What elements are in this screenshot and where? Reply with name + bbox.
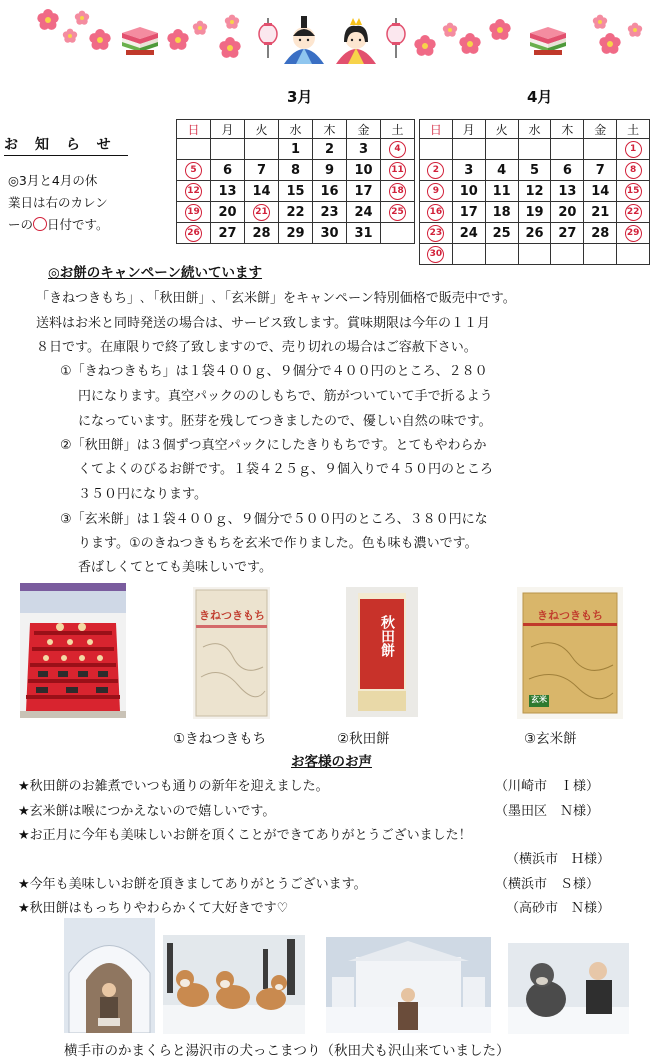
holiday-marker: 22 <box>625 204 642 221</box>
holiday-marker: 5 <box>185 162 202 179</box>
calendar-day: 29 <box>279 223 313 244</box>
calendar-day <box>452 139 485 160</box>
calendar-day: 11 <box>485 181 518 202</box>
campaign-heading: ◎お餅のキャンペーン続いています <box>48 265 263 281</box>
kamakura-photo <box>64 918 155 1033</box>
calendar-day <box>211 139 245 160</box>
calendar-day: 3 <box>452 160 485 181</box>
campaign-item-line: 香ばしくてとても美味しいです。 <box>78 560 272 575</box>
voice-from: （横浜市 Ｈ様） <box>506 852 611 867</box>
calendar-day <box>245 202 279 223</box>
calendar-april-title: 4月 <box>527 88 553 106</box>
calendar-weekday: 金 <box>347 120 381 139</box>
calendar-day <box>177 202 211 223</box>
calendar-day <box>381 223 415 244</box>
calendar-weekday: 月 <box>211 120 245 139</box>
holiday-marker: 4 <box>389 141 406 158</box>
calendar-day: 14 <box>245 181 279 202</box>
calendar-day <box>245 139 279 160</box>
calendar-day <box>485 244 518 265</box>
calendar-day: 20 <box>551 202 584 223</box>
calendar-day <box>177 223 211 244</box>
calendar-day: 26 <box>518 223 551 244</box>
calendar-week-row <box>177 160 415 181</box>
calendar-day <box>518 139 551 160</box>
holiday-marker: 25 <box>389 204 406 221</box>
calendar-day <box>617 181 650 202</box>
calendar-weekday: 木 <box>313 120 347 139</box>
calendar-weekday-row <box>420 120 650 139</box>
calendar-day: 10 <box>452 181 485 202</box>
calendar-weekday: 水 <box>279 120 313 139</box>
calendar-day <box>420 202 453 223</box>
campaign-item-line: くてよくのびるお餅です。１袋４２５ｇ、９個入りで４５０円のところ <box>78 462 493 477</box>
calendar-day: 17 <box>347 181 381 202</box>
calendar-day: 10 <box>347 160 381 181</box>
calendar-day <box>420 244 453 265</box>
calendar-day: 3 <box>347 139 381 160</box>
calendar-week-row <box>177 202 415 223</box>
calendar-day <box>617 202 650 223</box>
kinetsuki-mochi-photo <box>193 587 270 719</box>
holiday-marker: 9 <box>427 183 444 200</box>
calendar-day: 24 <box>452 223 485 244</box>
calendar-day: 12 <box>518 181 551 202</box>
calendar-day <box>420 139 453 160</box>
campaign-item-line: ります。①のきねつきもちを玄米で作りました。色も味も濃いです。 <box>78 536 478 551</box>
voice-text: ★今年も美味しいお餅を頂きましてありがとうございます。 <box>18 877 367 892</box>
calendar-day <box>381 160 415 181</box>
notice-line: ◎3月と4月の休 <box>8 173 98 188</box>
ohinasama-doll-icon <box>336 18 376 64</box>
akita-mochi-photo <box>346 587 418 717</box>
calendar-day: 24 <box>347 202 381 223</box>
notice-line: ーの 日付です。 <box>8 217 109 232</box>
calendar-day <box>177 181 211 202</box>
calendar-weekday: 土 <box>617 120 650 139</box>
voices-heading: お客様のお声 <box>291 754 372 770</box>
calendar-day: 23 <box>313 202 347 223</box>
notice-line: 業日は右のカレン <box>8 195 108 210</box>
package-label: きねつきもち <box>199 609 265 622</box>
calendar-day <box>584 244 617 265</box>
calendar-day: 18 <box>485 202 518 223</box>
calendar-week-row <box>177 223 415 244</box>
calendar-weekday: 水 <box>518 120 551 139</box>
holiday-marker: 29 <box>625 225 642 242</box>
calendar-day: 21 <box>584 202 617 223</box>
calendar-day <box>420 160 453 181</box>
calendar-week-row <box>420 160 650 181</box>
calendar-day: 27 <box>551 223 584 244</box>
holiday-marker: 30 <box>427 246 444 263</box>
campaign-item-line: ①「きねつきもち」は１袋４００ｇ、９個分で４００円のところ、２８０ <box>60 364 488 379</box>
calendar-week-row <box>177 139 415 160</box>
calendar-day <box>177 160 211 181</box>
holiday-marker: 26 <box>185 225 202 242</box>
calendar-day: 15 <box>279 181 313 202</box>
voice-text: ★玄米餅は喉につかえないので嬉しいです。 <box>18 804 276 819</box>
calendar-day: 25 <box>485 223 518 244</box>
calendar-day: 28 <box>245 223 279 244</box>
calendar-day: 17 <box>452 202 485 223</box>
holiday-marker: 11 <box>389 162 406 179</box>
product-caption: ①きねつきもち <box>173 731 267 747</box>
calendar-week-row <box>420 202 650 223</box>
package-label: 玄米 <box>531 695 547 704</box>
product-caption: ②秋田餅 <box>337 731 390 747</box>
holiday-marker: 16 <box>427 204 444 221</box>
calendar-weekday: 日 <box>420 120 453 139</box>
calendar-week-row <box>420 244 650 265</box>
holiday-marker: 19 <box>185 204 202 221</box>
calendar-day: 16 <box>313 181 347 202</box>
calendar-april <box>419 119 650 265</box>
campaign-item-line: ②「秋田餅」は３個ずつ真空パックにしたきりもちです。とてもやわらか <box>60 438 487 453</box>
calendar-day: 6 <box>211 160 245 181</box>
holiday-marker: 8 <box>625 162 642 179</box>
calendar-week-row <box>420 223 650 244</box>
calendar-week-row <box>177 181 415 202</box>
voice-from: （高砂市 Ｎ様） <box>506 901 611 916</box>
calendar-day: 28 <box>584 223 617 244</box>
calendar-day <box>420 181 453 202</box>
package-label: 秋田餅 <box>379 615 395 657</box>
calendar-weekday: 日 <box>177 120 211 139</box>
calendar-weekday: 火 <box>245 120 279 139</box>
calendar-day <box>381 181 415 202</box>
calendar-day: 6 <box>551 160 584 181</box>
calendar-day: 7 <box>245 160 279 181</box>
holiday-marker: 12 <box>185 183 202 200</box>
calendar-day: 19 <box>518 202 551 223</box>
calendar-day: 30 <box>313 223 347 244</box>
voice-from: （墨田区 Ｎ様） <box>495 804 600 819</box>
holiday-marker: 23 <box>427 225 444 242</box>
calendar-day <box>381 202 415 223</box>
calendar-weekday: 土 <box>381 120 415 139</box>
voice-from: （横浜市 Ｓ様） <box>495 877 600 892</box>
calendar-day <box>617 223 650 244</box>
akita-dogs-photo <box>163 935 305 1034</box>
calendar-day <box>485 139 518 160</box>
hinamatsuri-header-decoration <box>0 0 650 70</box>
calendar-day <box>420 223 453 244</box>
bottom-caption: 横手市のかまくらと湯沢市の犬っこまつり（秋田犬も沢山来ていました） <box>64 1043 510 1059</box>
campaign-item-line: ③「玄米餅」は１袋４００ｇ、９個分で５００円のところ、３８０円にな <box>60 512 488 527</box>
red-circle-marker-icon <box>33 217 47 231</box>
genmai-mochi-photo <box>517 587 623 719</box>
holiday-marker: 15 <box>625 183 642 200</box>
calendar-day: 2 <box>313 139 347 160</box>
calendar-day <box>617 139 650 160</box>
voice-text: ★お正月に今年も美味しいお餅を頂くことができてありがとうございました！ <box>18 828 472 843</box>
calendar-day: 9 <box>313 160 347 181</box>
calendar-march-title: 3月 <box>287 88 313 106</box>
calendar-day: 5 <box>518 160 551 181</box>
calendar-weekday-row <box>177 120 415 139</box>
snow-sculpture-photo <box>326 937 491 1033</box>
calendar-week-row <box>420 139 650 160</box>
campaign-item-line: ３５０円になります。 <box>78 487 207 502</box>
calendar-day <box>381 139 415 160</box>
calendar-day: 31 <box>347 223 381 244</box>
lantern-icon <box>259 18 405 58</box>
voice-from: （川崎市 Ｉ様） <box>495 779 600 794</box>
campaign-line: 「きねつきもち」､「秋田餅」､「玄米餅」をキャンペーン特別価格で販売中です。 <box>36 291 516 306</box>
calendar-day: 7 <box>584 160 617 181</box>
calendar-day <box>617 160 650 181</box>
campaign-item-line: になっています。胚芽を残してつきましたので、優しい自然の味です。 <box>78 414 492 429</box>
odairisama-doll-icon <box>284 16 324 64</box>
product-caption: ③玄米餅 <box>524 731 577 747</box>
campaign-item-line: 円になります。真空パックののしもちで、筋がついていて手で折るよう <box>78 389 493 404</box>
calendar-weekday: 月 <box>452 120 485 139</box>
calendar-week-row <box>420 181 650 202</box>
calendar-day <box>452 244 485 265</box>
akita-dog-portrait-photo <box>508 943 629 1034</box>
calendar-day: 27 <box>211 223 245 244</box>
campaign-line: 送料はお米と同時発送の場合は、サービス致します。賞味期限は今年の１１月 <box>36 316 490 331</box>
calendar-day: 22 <box>279 202 313 223</box>
calendar-day: 14 <box>584 181 617 202</box>
voice-text: ★秋田餅のお雑煮でいつも通りの新年を迎えました。 <box>18 779 329 794</box>
holiday-marker: 1 <box>625 141 642 158</box>
calendar-weekday: 木 <box>551 120 584 139</box>
calendar-day: 20 <box>211 202 245 223</box>
hina-doll-display-photo <box>20 583 126 718</box>
calendar-day: 13 <box>211 181 245 202</box>
calendar-day: 4 <box>485 160 518 181</box>
calendar-day <box>551 244 584 265</box>
calendar-day <box>584 139 617 160</box>
calendar-day <box>177 139 211 160</box>
calendar-day <box>617 244 650 265</box>
voice-text: ★秋田餅はもっちりやわらかくて大好きです♡ <box>18 901 289 916</box>
notice-title: お知らせ <box>4 134 128 156</box>
holiday-marker: 2 <box>427 162 444 179</box>
calendar-day: 1 <box>279 139 313 160</box>
package-label: きねつきもち <box>537 609 603 622</box>
campaign-line: ８日です。在庫限りで終了致しますので、売り切れの場合はご容赦下さい。 <box>36 340 477 355</box>
calendar-day: 13 <box>551 181 584 202</box>
calendar-march <box>176 119 415 244</box>
calendar-weekday: 火 <box>485 120 518 139</box>
calendar-day: 8 <box>279 160 313 181</box>
calendar-day <box>518 244 551 265</box>
notice-text <box>8 170 148 236</box>
calendar-day <box>551 139 584 160</box>
calendar-weekday: 金 <box>584 120 617 139</box>
holiday-marker: 21 <box>253 204 270 221</box>
holiday-marker: 18 <box>389 183 406 200</box>
